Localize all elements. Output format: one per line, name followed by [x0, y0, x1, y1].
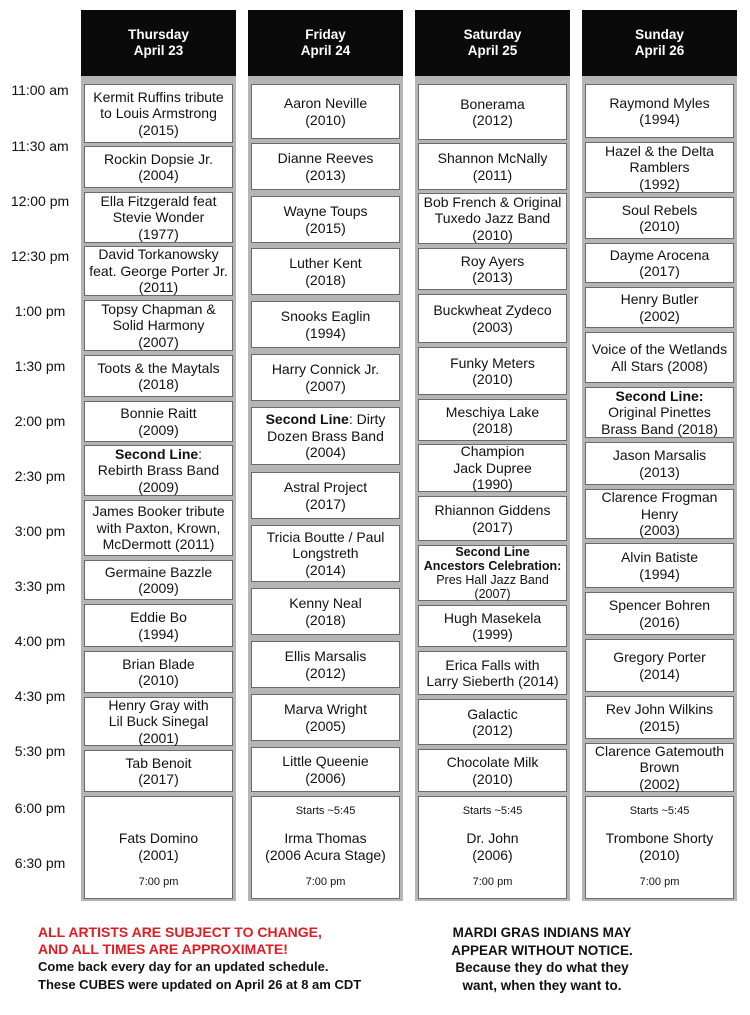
- schedule-cell[interactable]: Little Queenie (2006): [251, 747, 400, 792]
- schedule-cell[interactable]: Toots & the Maytals (2018): [84, 355, 233, 397]
- schedule-cell[interactable]: Ellis Marsalis (2012): [251, 641, 400, 688]
- time-label: 6:00 pm: [14, 800, 66, 816]
- schedule-cell[interactable]: Kermit Ruffins tribute to Louis Armstrong (2015): [84, 84, 233, 143]
- time-label: 6:30 pm: [14, 855, 66, 871]
- schedule-cell[interactable]: Tricia Boutte / Paul Longstreth (2014): [251, 525, 400, 582]
- schedule-cell[interactable]: Aaron Neville (2010): [251, 84, 400, 139]
- warning-text: AND ALL TIMES ARE APPROXIMATE!: [38, 941, 288, 957]
- day-date: April 25: [467, 43, 518, 58]
- schedule-cell[interactable]: Clarence Frogman Henry (2003): [585, 489, 734, 539]
- time-label: 3:30 pm: [14, 578, 66, 594]
- schedule-cell[interactable]: Shannon McNally (2011): [418, 143, 567, 190]
- time-label: 1:00 pm: [14, 303, 66, 319]
- time-label: 5:30 pm: [14, 743, 66, 759]
- day-name: Saturday: [463, 27, 522, 42]
- schedule-cell[interactable]: Astral Project (2017): [251, 472, 400, 519]
- schedule-cell[interactable]: Rockin Dopsie Jr. (2004): [84, 146, 233, 188]
- schedule-cell[interactable]: Topsy Chapman & Solid Harmony (2007): [84, 300, 233, 351]
- schedule-cell[interactable]: Dianne Reeves (2013): [251, 143, 400, 190]
- day-header: [81, 10, 236, 76]
- schedule-cell[interactable]: Soul Rebels (2010): [585, 197, 734, 239]
- headliner-cell[interactable]: Starts ~5:45 Dr. John (2006) 7:00 pm: [418, 796, 567, 899]
- day-header: [248, 10, 403, 76]
- schedule-cell[interactable]: Marva Wright (2005): [251, 694, 400, 741]
- schedule-cell[interactable]: Kenny Neal (2018): [251, 588, 400, 635]
- time-label: 1:30 pm: [14, 358, 66, 374]
- schedule-cell[interactable]: Meschiya Lake (2018): [418, 399, 567, 441]
- day-date: April 23: [133, 43, 184, 58]
- schedule-cell[interactable]: James Booker tribute with Paxton, Krown, McDermott (2011): [84, 500, 233, 556]
- time-label: 4:30 pm: [14, 688, 66, 704]
- schedule-cell[interactable]: Clarence Gatemouth Brown (2002): [585, 743, 734, 792]
- schedule-cell[interactable]: Luther Kent (2018): [251, 248, 400, 295]
- schedule-cell[interactable]: Henry Butler (2002): [585, 287, 734, 328]
- day-name: Friday: [305, 27, 346, 42]
- footer-disclaimer: [38, 924, 398, 994]
- schedule-cell[interactable]: Wayne Toups (2015): [251, 196, 400, 243]
- schedule-cell[interactable]: Alvin Batiste (1994): [585, 543, 734, 588]
- schedule-cell[interactable]: Rhiannon Giddens (2017): [418, 496, 567, 541]
- day-date: April 26: [634, 43, 685, 58]
- schedule-cell[interactable]: Champion Jack Dupree (1990): [418, 444, 567, 492]
- schedule-cell[interactable]: Tab Benoit (2017): [84, 750, 233, 792]
- schedule-cell[interactable]: Hugh Masekela (1999): [418, 605, 567, 647]
- headliner-cell[interactable]: Fats Domino (2001) 7:00 pm: [84, 796, 233, 899]
- headliner-cell[interactable]: Starts ~5:45 Irma Thomas (2006 Acura Stage) 7:00 pm: [251, 796, 400, 899]
- day-header: [415, 10, 570, 76]
- time-label: 3:00 pm: [14, 523, 66, 539]
- day-date: April 24: [300, 43, 351, 58]
- schedule-cell[interactable]: Galactic (2012): [418, 699, 567, 745]
- mardi-gras-note: MARDI GRAS INDIANS MAY APPEAR WITHOUT NOTICE. Because they do what they want, when they want to.: [451, 925, 633, 993]
- day-name: Sunday: [635, 27, 684, 42]
- schedule-cell[interactable]: Rev John Wilkins (2015): [585, 696, 734, 739]
- schedule-cell[interactable]: Eddie Bo (1994): [84, 604, 233, 647]
- update-note: Come back every day for an updated schedule.: [38, 959, 329, 974]
- schedule-cell[interactable]: Hazel & the Delta Ramblers (1992): [585, 142, 734, 193]
- schedule-cell[interactable]: Bonerama (2012): [418, 84, 567, 140]
- schedule-cell[interactable]: Funky Meters (2010): [418, 347, 567, 395]
- schedule-cell[interactable]: Voice of the Wetlands All Stars (2008): [585, 332, 734, 383]
- second-line-cell[interactable]: Second Line Ancestors Celebration: Pres Hall Jazz Band (2007): [418, 545, 567, 601]
- time-label: 11:00 am: [11, 82, 69, 98]
- second-line-cell[interactable]: Second Line: Rebirth Brass Band (2009): [84, 445, 233, 496]
- time-label: 12:30 pm: [10, 248, 70, 264]
- schedule-cell[interactable]: Bob French & Original Tuxedo Jazz Band (2010): [418, 193, 567, 244]
- headliner-cell[interactable]: Starts ~5:45 Trombone Shorty (2010) 7:00 pm: [585, 796, 734, 899]
- time-label: 2:30 pm: [14, 468, 66, 484]
- schedule-cell[interactable]: Erica Falls with Larry Sieberth (2014): [418, 651, 567, 695]
- schedule-cell[interactable]: Brian Blade (2010): [84, 651, 233, 693]
- schedule-cell[interactable]: Spencer Bohren (2016): [585, 592, 734, 635]
- schedule-cell[interactable]: Jason Marsalis (2013): [585, 442, 734, 485]
- schedule-cell[interactable]: Dayme Arocena (2017): [585, 243, 734, 283]
- schedule-cell[interactable]: Roy Ayers (2013): [418, 248, 567, 290]
- schedule-cell[interactable]: Snooks Eaglin (1994): [251, 301, 400, 348]
- schedule-cell[interactable]: Chocolate Milk (2010): [418, 749, 567, 792]
- update-date-note: These CUBES were updated on April 26 at 8 am CDT: [38, 977, 362, 992]
- schedule-cell[interactable]: Germaine Bazzle (2009): [84, 560, 233, 600]
- schedule-cell[interactable]: Bonnie Raitt (2009): [84, 401, 233, 442]
- second-line-cell[interactable]: Second Line: Dirty Dozen Brass Band (2004): [251, 407, 400, 465]
- schedule-cell[interactable]: Gregory Porter (2014): [585, 639, 734, 692]
- second-line-cell[interactable]: Second Line: Original Pinettes Brass Band (2018): [585, 387, 734, 438]
- time-label: 12:00 pm: [10, 193, 70, 209]
- schedule-cell[interactable]: Harry Connick Jr. (2007): [251, 354, 400, 401]
- warning-text: ALL ARTISTS ARE SUBJECT TO CHANGE,: [38, 924, 322, 940]
- schedule-cell[interactable]: David Torkanowsky feat. George Porter Jr. (2011): [84, 246, 233, 296]
- time-label: 11:30 am: [11, 138, 69, 154]
- schedule-cell[interactable]: Raymond Myles (1994): [585, 84, 734, 138]
- time-label: 2:00 pm: [14, 413, 66, 429]
- day-header: [582, 10, 737, 76]
- schedule-cell[interactable]: Henry Gray with Lil Buck Sinegal (2001): [84, 697, 233, 746]
- time-label: 4:00 pm: [14, 633, 66, 649]
- schedule-cell[interactable]: Ella Fitzgerald feat Stevie Wonder (1977): [84, 192, 233, 243]
- day-name: Thursday: [128, 27, 189, 42]
- schedule-cell[interactable]: Buckwheat Zydeco (2003): [418, 294, 567, 343]
